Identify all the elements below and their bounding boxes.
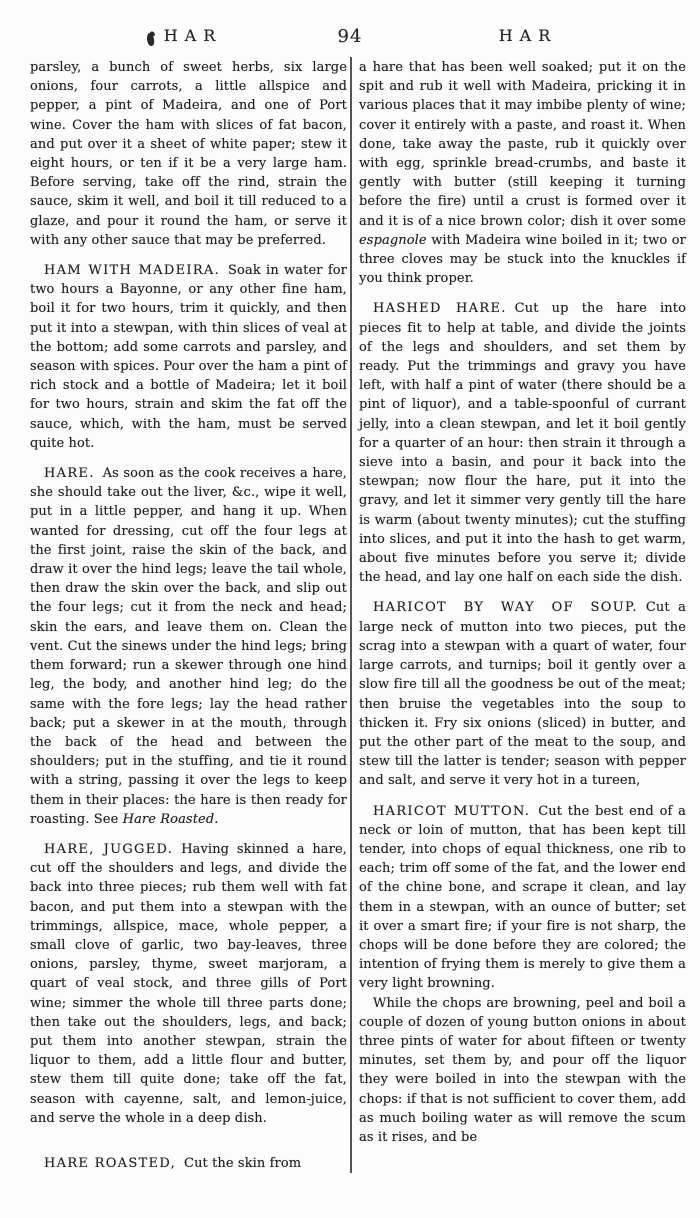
entry-hare-roasted (30, 1154, 347, 1173)
page-number: 94 (337, 26, 363, 47)
entry-hare (30, 464, 347, 829)
entry-text: Having skinned a hare, cut off the shoulders and legs, and divide the back into three pieces; rub them well with fat bacon, and put them into a stewpan with the trimmings, allspice, mace, whole pepper, a small clove of garlic, two bay-leaves, three onions, parsley, thyme, sweet marjoram, a quart of veal stock, and three gills of Port wine; simmer the whole till three parts done; then take out the shoulders, legs, and back; put them into another stewpan, strain the liquor to them, add a little flour and butter, stew them till quite done; take off the fat, season with cayenne, salt, and lemon-juice, and serve the whole in a deep dish. (30, 841, 347, 1126)
entry-text: with Madeira wine boiled in it; two or three cloves may be stuck into the knuckles if you think proper. (359, 232, 686, 287)
entry-hashed-hare (359, 299, 686, 587)
running-head-left: HAR (163, 26, 223, 45)
entry-text: Soak in water for two hours a Bayonne, or any other fine ham, boil it for two hours, trim it quickly, and then put it into a stewpan, with thin slices of veal at the bottom; add some carrots and parsley, and season with spices. Pour over the ham a pint of rich stock and a bottle of Madeira; let it boil for two hours, strain and skim the fat off the sauce, which, with the ham, must be served quite hot. (30, 263, 347, 451)
cross-reference-italic: Hare Roasted. (122, 811, 219, 827)
running-head (0, 0, 700, 56)
entry-heading: HASHED HARE. (373, 301, 507, 317)
entry-heading: HARICOT BY WAY OF SOUP. (373, 600, 638, 616)
entry-ham-with-madeira (30, 261, 347, 453)
entry-heading: HARE. (44, 466, 95, 482)
entry-haricot-by-way-of-soup (359, 598, 686, 790)
entry-heading: HARE, JUGGED. (44, 841, 174, 857)
entry-text: While the chops are browning, peel and boil a couple of dozen of young button onions in about three pints of water for about fifteen or twenty minutes, set them by, and pour off the liquor they were boiled in into the stewpan with the chops: if that is not sufficient to cover them, add as much boiling water as will remove the scum as it rises, and be (359, 995, 686, 1145)
entry-hare-roasted-continuation (359, 58, 686, 288)
entry-text: Cut up the hare into pieces fit to help at table, and divide the joints of the legs and shoulders, and set them by ready. Put the trimmings and gravy you have left, with half a pint of water (there should be a pint of liquor), and a table-spoonful of currant jelly, into a clean stewpan, and let it boil gently for a quarter of an hour: then strain it through a sieve into a basin, and pour it back into the stewpan; now flour the hare, put it into the gravy, and let it simmer very gently till the hare is warm (about twenty minutes); cut the stuffing into slices, and put it into the hash to get warm, about five minutes before you serve it; divide the head, and lay one half on each side the dish. (359, 301, 687, 586)
running-head-right: HAR (498, 26, 558, 45)
right-column (359, 58, 686, 1147)
entry-text: a hare that has been well soaked; put it on the spit and rub it well with Madeira, pricking it in various places that it may imbibe plenty of wine; cover it entirely with a paste, and roast it. When done, take away the paste, rub it quickly over with egg, sprinkle bread-crumbs, and baste it gently with butter (still keeping it turning before the fire) until a crust is formed over it and it is of a nice brown color; dish it over some (359, 60, 686, 229)
entry-heading: HARICOT MUTTON. (373, 803, 531, 819)
entry-heading: HARE ROASTED, (44, 1155, 177, 1171)
entry-ham-continuation (30, 58, 347, 250)
entry-text: Cut the skin from (184, 1155, 302, 1171)
entry-text: Cut the best end of a neck or loin of mutton, that has been kept till tender, into chops of equal thickness, one rib to each; trim off some of the fat, and the lower end of the chine bone, and scrape it clean, and lay them in a stewpan, with an ounce of butter; set it over a smart fire; if your fire is not sharp, the chops will be done before they are colored; the intention of frying them is merely to give them a very light browning. (359, 803, 686, 992)
entry-haricot-mutton-second-paragraph (359, 994, 686, 1148)
french-term-italic: espagnole (359, 232, 427, 248)
entry-text: parsley, a bunch of sweet herbs, six large onions, four carrots, a little allspice and pepper, a pint of Madeira, and one of Port wine. Cover the ham with slices of fat bacon, and put over it a sheet of white paper; stew it eight hours, or ten if it be a very large ham. Before serving, take off the rind, strain the sauce, skim it well, and boil it till reduced to a glaze, and pour it round the ham, or serve it with any other sauce that may be preferred. (30, 60, 347, 248)
entry-text: As soon as the cook receives a hare, she should take out the liver, &c., wipe it well, put in a little pepper, and hang it up. When wanted for dressing, cut off the four legs at the first joint, raise the skin of the back, and draw it over the hind legs; leave the tail whole, then draw the skin over the back, and slip out the four legs; cut it from the neck and head; skin the ears, and leave them on. Clean the vent. Cut the sinews under the hind legs; bring them forward; run a skewer through one hind leg, the body, and another hind leg; do the same with the fore legs; lay the head rather back; put a skewer in at the mouth, through the back of the head and between the shoulders; put in the stuffing, and tie it round with a string, passing it over the legs to keep them in their places: the hare is then ready for roasting. See (30, 466, 347, 827)
column-divider-rule (350, 57, 352, 1173)
entry-heading: HAM WITH MADEIRA. (44, 263, 221, 279)
entry-haricot-mutton (359, 802, 686, 994)
left-column (30, 58, 347, 1173)
entry-text: Cut a large neck of mutton into two pieces, put the scrag into a stewpan with a quart of water, four large carrots, and turnips; boil it gently over a slow fire till all the goodness be out of the meat; then bruise the vegetables into the soup to thicken it. Fry six onions (sliced) in butter, and put the other part of the meat to the soup, and stew till the latter is tender; season with pepper and salt, and serve it very hot in a tureen, (359, 600, 686, 789)
entry-hare-jugged (30, 840, 347, 1128)
